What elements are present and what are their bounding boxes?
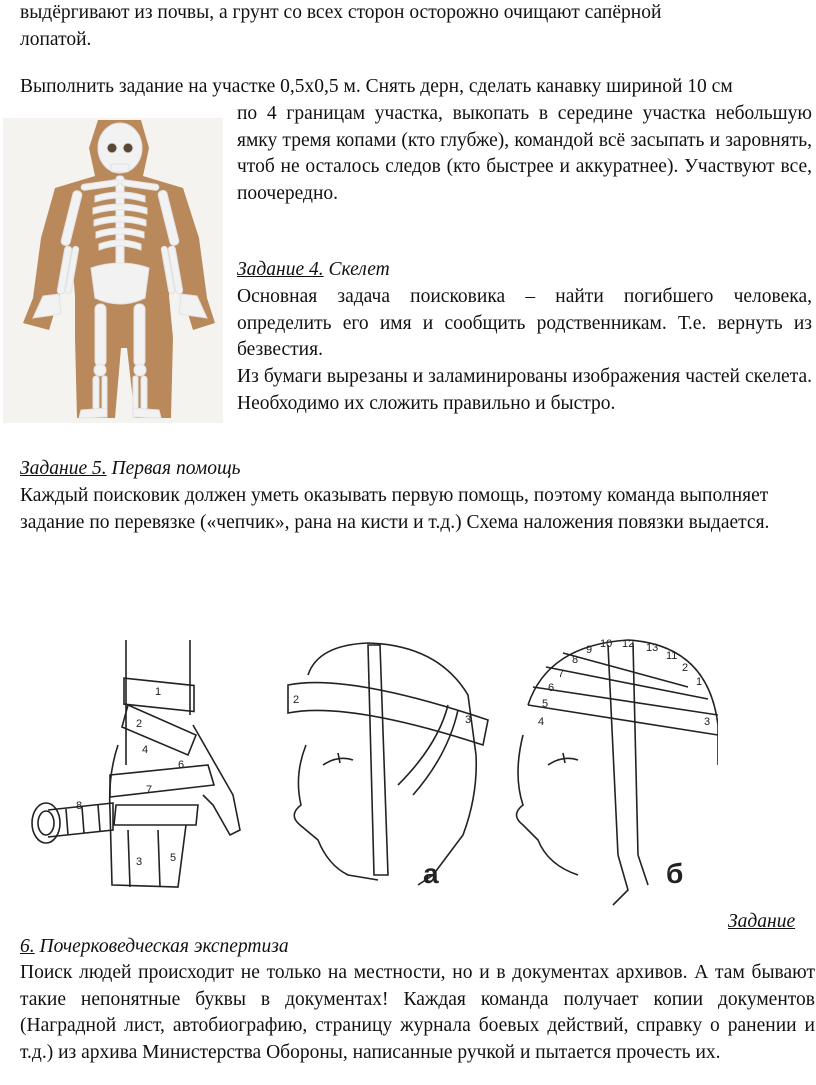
- task6-number: 6.: [20, 936, 35, 957]
- head-b-number-6: 6: [548, 682, 555, 694]
- skeleton-illustration: [3, 118, 223, 423]
- task3-paragraph: по 4 границам участка, выкопать в середине участка небольшую ямку тремя копами (кто глубже), командой всё засыпать и заровнять, чтоб не осталось следов (кто быстрее и аккуратнее). Участвуют все, поочередно.: [237, 103, 812, 204]
- head-b-figure: [517, 638, 719, 905]
- label-a: а: [423, 858, 439, 889]
- head-b-number-7: 7: [558, 668, 565, 680]
- bandage-illustration: [18, 625, 718, 915]
- label-b: б: [666, 858, 684, 889]
- task3-line-1: Выполнить задание на участке 0,5х0,5 м. Снять дерн, сделать канавку шириной 10 см: [20, 76, 733, 97]
- task6-paragraph: Поиск людей происходит не только на местности, но и в документах архивов. А там бывают такие непонятные буквы в документах! Каждая команда получает копии документов (Наградной лист, автобиографию, страницу журнала боевых действий, справку о ранении и т.д.) из архива Министерства Обороны, написанные ручкой и пытается прочесть их.: [20, 962, 815, 1063]
- head-b-number-5: 5: [542, 698, 549, 710]
- head-b-number-11: 11: [666, 650, 678, 662]
- head-b-number-9: 9: [586, 644, 593, 656]
- head-b-number-1: 1: [696, 676, 703, 688]
- task6-lead: Задание: [728, 911, 796, 932]
- task4-paragraph-1: Основная задача поисковика – найти погибшего человека, определить его имя и сообщить родственникам. Т.е. вернуть из безвестия.: [237, 286, 812, 360]
- head-b-number-13: 13: [646, 642, 659, 654]
- hand-number-4: 4: [142, 744, 149, 756]
- hand-bandage-figure: [32, 640, 240, 887]
- bandage-diagram: [18, 625, 718, 915]
- head-b-number-8: 8: [572, 654, 579, 666]
- hand-number-5: 5: [170, 852, 177, 864]
- head-a-number-3: 3: [465, 714, 472, 726]
- head-b-number-2: 2: [682, 662, 689, 674]
- hand-number-6: 6: [178, 759, 185, 771]
- hand-number-7: 7: [146, 784, 153, 796]
- task4-heading: [237, 257, 812, 284]
- head-b-number-10: 10: [600, 638, 613, 650]
- hand-number-8: 8: [76, 800, 83, 812]
- head-b-number-4: 4: [538, 716, 545, 728]
- skeleton-photo: [3, 118, 223, 423]
- task5-title: Первая помощь: [106, 458, 241, 479]
- task6-heading: [20, 934, 810, 961]
- intro-line-1: выдёргивают из почвы, а грунт со всех сторон осторожно очищают сапёрной: [20, 2, 662, 23]
- task4-paragraph-2: Из бумаги вырезаны и заламинированы изображения частей скелета. Необходимо их сложить правильно и быстро.: [237, 366, 812, 414]
- head-b-number-12: 12: [622, 638, 635, 650]
- task5-heading: [20, 456, 810, 483]
- hand-number-2: 2: [136, 718, 143, 730]
- head-a-number-2: 2: [293, 694, 300, 706]
- task5-paragraph: Каждый поисковик должен уметь оказывать первую помощь, поэтому команда выполняет задание по перевязке («чепчик», рана на кисти и т.д.) Схема наложения повязки выдается.: [20, 485, 770, 533]
- task6-title: Почерковедческая экспертиза: [34, 936, 289, 957]
- hand-number-3: 3: [136, 856, 143, 868]
- task4-title: Скелет: [323, 259, 390, 280]
- intro-line-2: лопатой.: [20, 29, 92, 50]
- head-a-figure: [288, 643, 488, 889]
- hand-number-1: 1: [155, 686, 162, 698]
- head-b-number-3: 3: [704, 716, 711, 728]
- task4-label: Задание 4.: [237, 259, 324, 280]
- task5-label: Задание 5.: [20, 458, 107, 479]
